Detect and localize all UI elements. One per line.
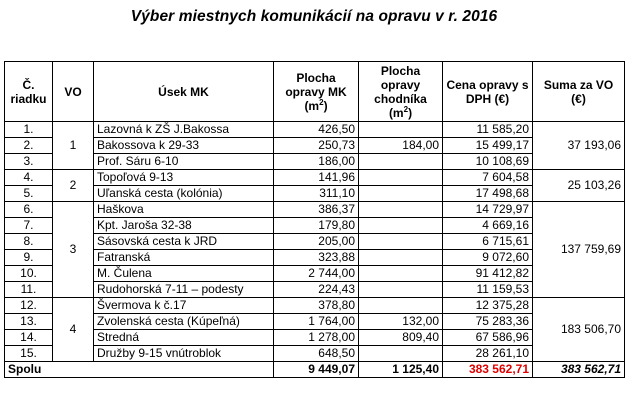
table-row	[5, 186, 625, 202]
price-cell: 91 412,82	[443, 266, 533, 282]
header-sum-vo: Suma za VO (€)	[533, 62, 625, 122]
table-row	[5, 346, 625, 362]
area-sidewalk-cell	[359, 170, 443, 186]
area-sidewalk-cell	[359, 250, 443, 266]
segment-cell: Rudohorská 7-11 – podesty	[94, 282, 274, 298]
area-sidewalk-cell	[359, 186, 443, 202]
total-label: Spolu	[5, 362, 274, 378]
area-mk-cell: 648,50	[274, 346, 359, 362]
row-no: 15.	[5, 346, 53, 362]
segment-cell: Topoľová 9-13	[94, 170, 274, 186]
row-no: 3.	[5, 154, 53, 170]
row-no: 5.	[5, 186, 53, 202]
header-area-mk: Plocha opravy MK $(m^2)$	[274, 62, 359, 122]
row-no: 8.	[5, 234, 53, 250]
table-row	[5, 202, 625, 218]
area-mk-cell: 250,73	[274, 138, 359, 154]
price-cell: 14 729,97	[443, 202, 533, 218]
price-cell: 12 375,28	[443, 298, 533, 314]
segment-cell: Bakossova k 29-33	[94, 138, 274, 154]
sum-vo-cell: 137 759,69	[533, 202, 625, 298]
vo-cell: 4	[53, 298, 94, 362]
area-sidewalk-cell	[359, 202, 443, 218]
row-no: 2.	[5, 138, 53, 154]
table-row	[5, 266, 625, 282]
row-no: 10.	[5, 266, 53, 282]
segment-cell: Fatranská	[94, 250, 274, 266]
segment-cell: Stredná	[94, 330, 274, 346]
area-mk-cell: 378,80	[274, 298, 359, 314]
area-mk-cell: 1 764,00	[274, 314, 359, 330]
area-sidewalk-cell: 184,00	[359, 138, 443, 154]
price-cell: 10 108,69	[443, 154, 533, 170]
price-cell: 9 072,60	[443, 250, 533, 266]
segment-cell: Družby 9-15 vnútroblok	[94, 346, 274, 362]
document-title: Výber miestnych komunikácií na opravu v r. 2016	[130, 8, 498, 25]
table-row	[5, 170, 625, 186]
area-mk-cell: 1 278,00	[274, 330, 359, 346]
area-sidewalk-cell	[359, 218, 443, 234]
header-row-no: Č. riadku	[5, 62, 53, 122]
row-no: 14.	[5, 330, 53, 346]
area-mk-cell: 386,37	[274, 202, 359, 218]
area-mk-cell: 205,00	[274, 234, 359, 250]
sum-vo-cell: 37 193,06	[533, 122, 625, 170]
table-row	[5, 282, 625, 298]
header-segment: Úsek MK	[94, 62, 274, 122]
area-sidewalk-cell	[359, 234, 443, 250]
price-cell: 4 669,16	[443, 218, 533, 234]
price-cell: 6 715,61	[443, 234, 533, 250]
area-sidewalk-cell: 809,40	[359, 330, 443, 346]
row-no: 7.	[5, 218, 53, 234]
area-mk-cell: 141,96	[274, 170, 359, 186]
price-cell: 11 159,53	[443, 282, 533, 298]
total-sum-vo: 383 562,71	[533, 362, 625, 378]
roads-repair-table	[4, 61, 625, 378]
price-cell: 11 585,20	[443, 122, 533, 138]
table-row	[5, 154, 625, 170]
segment-cell: Haškova	[94, 202, 274, 218]
total-price: 383 562,71	[443, 362, 533, 378]
row-no: 4.	[5, 170, 53, 186]
area-mk-cell: 186,00	[274, 154, 359, 170]
price-cell: 15 499,17	[443, 138, 533, 154]
area-mk-cell: 224,43	[274, 282, 359, 298]
header-vo: VO	[53, 62, 94, 122]
area-mk-cell: 311,10	[274, 186, 359, 202]
vo-cell: 3	[53, 202, 94, 298]
total-row	[5, 362, 625, 378]
vo-cell: 1	[53, 122, 94, 170]
price-cell: 17 498,68	[443, 186, 533, 202]
total-area-sidewalk: 1 125,40	[359, 362, 443, 378]
row-no: 12.	[5, 298, 53, 314]
sum-vo-cell: 25 103,26	[533, 170, 625, 202]
table-row	[5, 330, 625, 346]
header-row	[5, 62, 625, 122]
area-sidewalk-cell	[359, 122, 443, 138]
area-sidewalk-cell	[359, 282, 443, 298]
row-no: 11.	[5, 282, 53, 298]
price-cell: 28 261,10	[443, 346, 533, 362]
area-mk-cell: 323,88	[274, 250, 359, 266]
segment-cell: Prof. Sáru 6-10	[94, 154, 274, 170]
header-price: Cena opravy s DPH (€)	[443, 62, 533, 122]
segment-cell: Zvolenská cesta (Kúpeľná)	[94, 314, 274, 330]
area-sidewalk-cell	[359, 346, 443, 362]
table-row	[5, 218, 625, 234]
segment-cell: Kpt. Jaroša 32-38	[94, 218, 274, 234]
table-row	[5, 298, 625, 314]
price-cell: 75 283,36	[443, 314, 533, 330]
table-row	[5, 138, 625, 154]
segment-cell: Uľanská cesta (kolónia)	[94, 186, 274, 202]
price-cell: 67 586,96	[443, 330, 533, 346]
area-sidewalk-cell	[359, 154, 443, 170]
area-sidewalk-cell: 132,00	[359, 314, 443, 330]
area-sidewalk-cell	[359, 266, 443, 282]
segment-cell: M. Čulena	[94, 266, 274, 282]
table-row	[5, 122, 625, 138]
segment-cell: Švermova k č.17	[94, 298, 274, 314]
total-area-mk: 9 449,07	[274, 362, 359, 378]
price-cell: 7 604,58	[443, 170, 533, 186]
header-area-sidewalk: Plocha opravy chodníka $(m^2)$	[359, 62, 443, 122]
table-row	[5, 234, 625, 250]
table-row	[5, 250, 625, 266]
area-mk-cell: 2 744,00	[274, 266, 359, 282]
table-row	[5, 314, 625, 330]
segment-cell: Sásovská cesta k JRD	[94, 234, 274, 250]
segment-cell: Lazovná k ZŠ J.Bakossa	[94, 122, 274, 138]
row-no: 9.	[5, 250, 53, 266]
area-mk-cell: 179,80	[274, 218, 359, 234]
vo-cell: 2	[53, 170, 94, 202]
row-no: 13.	[5, 314, 53, 330]
row-no: 6.	[5, 202, 53, 218]
area-sidewalk-cell	[359, 298, 443, 314]
row-no: 1.	[5, 122, 53, 138]
area-mk-cell: 426,50	[274, 122, 359, 138]
sum-vo-cell: 183 506,70	[533, 298, 625, 362]
